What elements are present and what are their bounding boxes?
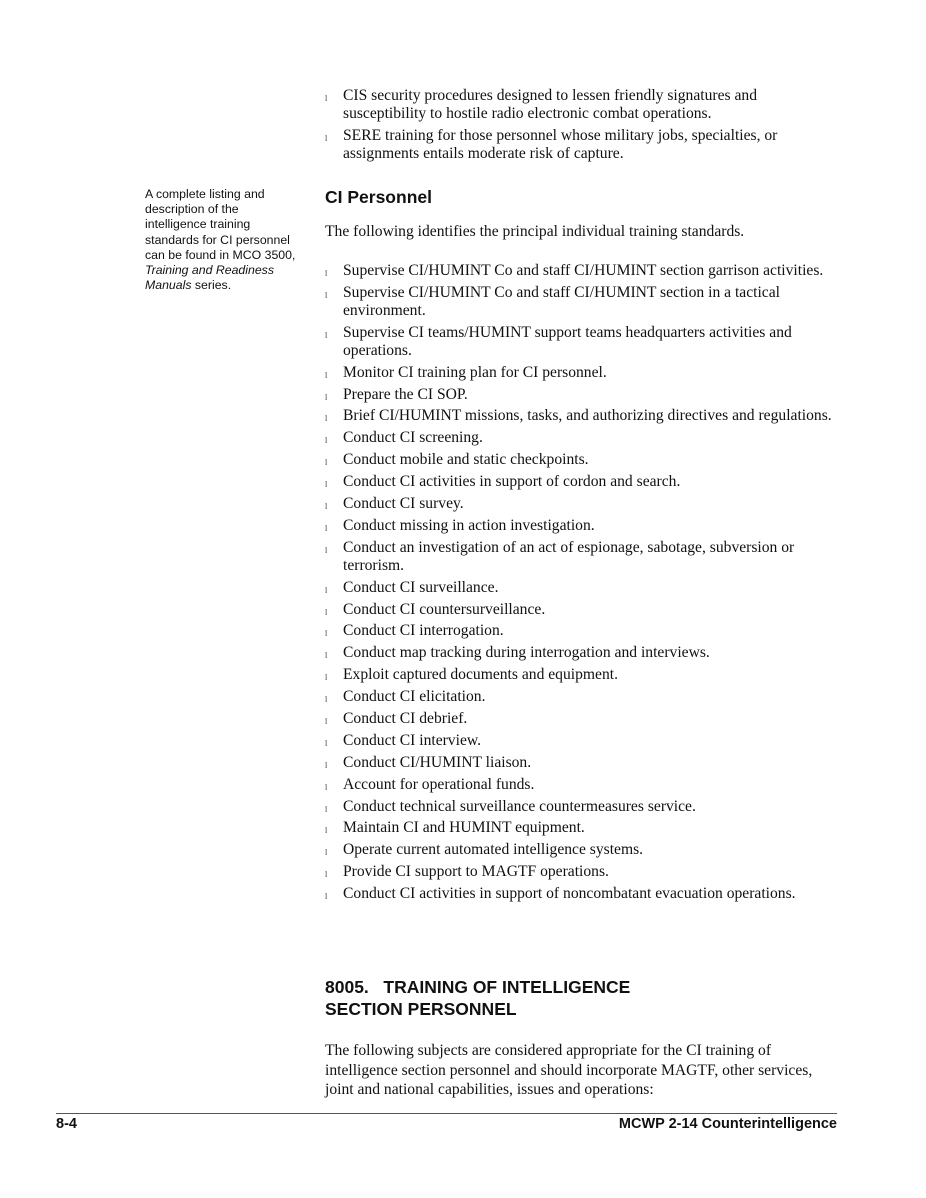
bullet-icon: l [325, 782, 328, 792]
section-8005-heading: 8005. TRAINING OF INTELLIGENCE SECTION PERSONNEL [325, 977, 631, 1019]
section-8005-intro: The following subjects are considered appropriate for the CI training of intelligence section personnel and should incorporate MAGTF, other services, joint and national capabilities, issues and operations: [325, 1042, 813, 1098]
bullet-icon: l [325, 414, 328, 424]
bullet-icon: l [325, 94, 328, 103]
list-item: l CIS security procedures designed to lessen friendly signatures and susceptibility to hostile radio electronic combat operations. [325, 87, 757, 122]
bullet-icon: l [325, 523, 328, 533]
ci-standards-list [325, 262, 835, 907]
bullet-icon: l [325, 651, 328, 661]
page-number: 8-4 [56, 1116, 77, 1132]
bullet-icon: l [325, 892, 328, 902]
list-item: l Supervise CI teams/HUMINT support teams headquarters activities and operations. [325, 323, 792, 359]
bullet-icon: l [325, 629, 328, 639]
bullet-icon: l [325, 760, 328, 770]
bullet-icon: l [325, 870, 328, 880]
ci-personnel-heading: CI Personnel [325, 187, 432, 207]
publication-title: MCWP 2-14 Counterintelligence [618, 1116, 837, 1132]
list-item: l Supervise CI/HUMINT Co and staff CI/HUMINT section in a tactical environment. [325, 283, 780, 319]
bullet-icon: l [325, 290, 328, 300]
footer-divider [56, 1113, 837, 1114]
list-item: l Conduct CI countersurveillance. [325, 601, 835, 619]
bullet-icon: l [325, 848, 328, 858]
list-item: l Conduct CI screening. [325, 429, 835, 447]
bullet-icon: l [325, 480, 328, 490]
list-item: l Conduct CI activities in support of noncombatant evacuation operations. [325, 885, 835, 903]
list-item: l Conduct CI elicitation. [325, 688, 835, 706]
list-item: l Monitor CI training plan for CI personnel. [325, 364, 835, 382]
list-item: l Conduct CI survey. [325, 495, 835, 513]
bullet-icon: l [325, 502, 328, 512]
list-item: l Conduct mobile and static checkpoints. [325, 451, 835, 469]
bullet-icon: l [325, 330, 328, 340]
list-item: l Conduct map tracking during interrogation and interviews. [325, 644, 835, 662]
sidebar-note: A complete listing and description of the intelligence training standards for CI personnel can be found in MCO 3500, Training and Readiness Manuals series. [145, 187, 296, 293]
bullet-icon: l [325, 436, 328, 446]
list-item: l Conduct CI/HUMINT liaison. [325, 754, 835, 772]
list-item: l Conduct CI debrief. [325, 710, 835, 728]
bullet-icon: l [325, 607, 328, 617]
bullet-icon: l [325, 717, 328, 727]
list-item: l Conduct an investigation of an act of espionage, sabotage, subversion or terrorism. [325, 538, 795, 574]
bullet-icon: l [325, 392, 328, 402]
list-item: l Conduct CI interrogation. [325, 622, 835, 640]
bullet-icon: l [325, 695, 328, 705]
list-item: l SERE training for those personnel whose military jobs, specialties, or assignments entails moderate risk of capture. [325, 126, 778, 162]
bullet-icon: l [325, 826, 328, 836]
list-item: l Operate current automated intelligence systems. [325, 841, 835, 859]
bullet-icon: l [325, 804, 328, 814]
list-item: l Conduct CI interview. [325, 732, 835, 750]
bullet-icon: l [325, 458, 328, 468]
list-item: l Conduct missing in action investigation. [325, 517, 835, 535]
list-item: l Brief CI/HUMINT missions, tasks, and authorizing directives and regulations. [325, 407, 835, 425]
bullet-icon: l [325, 370, 328, 380]
list-item: l Maintain CI and HUMINT equipment. [325, 819, 835, 837]
ci-personnel-intro: The following identifies the principal individual training standards. [325, 223, 745, 240]
list-item: l Conduct technical surveillance countermeasures service. [325, 798, 835, 816]
list-item: l Conduct CI surveillance. [325, 579, 835, 597]
list-item: l Supervise CI/HUMINT Co and staff CI/HUMINT section garrison activities. [325, 262, 835, 280]
list-item: l Prepare the CI SOP. [325, 386, 835, 404]
top-bullet-list [325, 87, 835, 167]
bullet-icon: l [325, 585, 328, 595]
bullet-icon: l [325, 269, 328, 278]
list-item: l Account for operational funds. [325, 776, 835, 794]
list-item: l Provide CI support to MAGTF operations. [325, 863, 835, 881]
list-item: l Exploit captured documents and equipment. [325, 666, 835, 684]
list-item: l Conduct CI activities in support of cordon and search. [325, 473, 835, 491]
bullet-icon: l [325, 545, 328, 555]
bullet-icon: l [325, 133, 328, 143]
bullet-icon: l [325, 673, 328, 683]
bullet-icon: l [325, 738, 328, 748]
